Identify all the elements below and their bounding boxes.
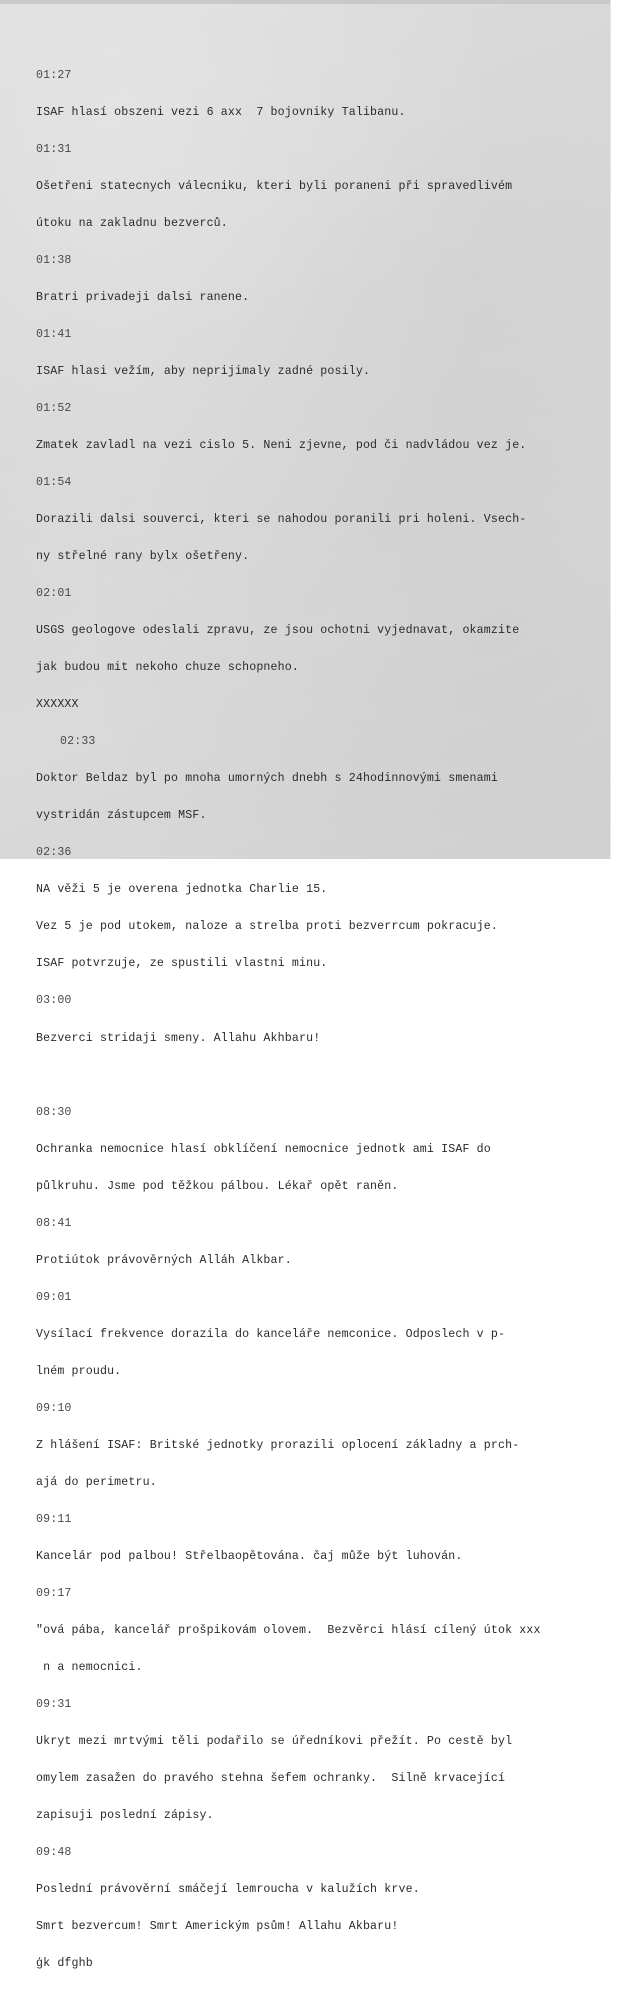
log-entry-line: půlkruhu. Jsme pod těžkou pálbou. Lékař opět raněn. bbox=[36, 1179, 399, 1193]
page-top-edge bbox=[0, 0, 610, 4]
log-entry-line: útoku na zakladnu bezverců. bbox=[36, 216, 228, 230]
log-entry-line: zapisuji poslední zápisy. bbox=[36, 1809, 214, 1823]
struck-out-text: XXXXXX bbox=[36, 698, 79, 712]
log-entry-line: Dorazili dalsi souverci, kteri se nahodou poranili pri holeni. Vsech- bbox=[36, 513, 527, 527]
log-entry-line: Bratri privadeji dalsi ranene. bbox=[36, 290, 250, 304]
log-timestamp: 02:01 bbox=[36, 587, 72, 601]
log-entry-line: ģk dfghb bbox=[36, 1957, 93, 1971]
blank-line bbox=[36, 1070, 606, 1082]
log-entry-line: ajá do perimetru. bbox=[36, 1475, 157, 1489]
log-timestamp: 02:33 bbox=[60, 735, 96, 749]
log-entry-line: ISAF hlasí obszeni vezi 6 axx 7 bojovniky Talibanu. bbox=[36, 105, 406, 119]
log-entry-line: Poslední právověrní smáčejí lemroucha v kalužích krve. bbox=[36, 1883, 420, 1897]
log-timestamp: 01:27 bbox=[36, 68, 72, 82]
log-timestamp: 01:54 bbox=[36, 476, 72, 490]
log-timestamp: 09:11 bbox=[36, 1512, 72, 1526]
log-entry-line: Vez 5 je pod utokem, naloze a strelba proti bezverrcum pokracuje. bbox=[36, 920, 498, 934]
log-entry-line: ny střelné rany bylx ošetřeny. bbox=[36, 550, 250, 564]
log-entry-line: Ukryt mezi mrtvými těli podařilo se úředníkovi přežít. Po cestě byl bbox=[36, 1735, 513, 1749]
log-entry-line: Doktor Beldaz byl po mnoha umorných dnebh s 24hodinnovými smenami bbox=[36, 772, 498, 786]
log-timestamp: 02:36 bbox=[36, 846, 72, 860]
log-entry-line: Smrt bezvercum! Smrt Americkým psům! Allahu Akbaru! bbox=[36, 1920, 399, 1934]
log-entry-line: Bezverci stridaji smeny. Allahu Akhbaru! bbox=[36, 1031, 321, 1045]
log-entry-line: "ová pába, kancelář prošpikovám olovem. Bezvěrci hlásí cílený útok xxx bbox=[36, 1624, 541, 1637]
log-entry-line: n a nemocnici. bbox=[36, 1661, 143, 1675]
log-entry-line: ISAF hlasi vežím, aby neprijimaly zadné posily. bbox=[36, 364, 371, 378]
log-entry-line: lném proudu. bbox=[36, 1364, 122, 1378]
log-entry-line: Kancelár pod palbou! Střelbaopětována. čaj může být luhován. bbox=[36, 1549, 463, 1563]
log-entry-line: vystridán zástupcem MSF. bbox=[36, 809, 207, 823]
log-timestamp: 01:41 bbox=[36, 327, 72, 341]
log-entry-line: Zmatek zavladl na vezi cislo 5. Neni zjevne, pod či nadvládou vez je. bbox=[36, 439, 527, 452]
log-timestamp: 09:01 bbox=[36, 1290, 72, 1304]
log-entry-line: Ošetřeni statecnych válecniku, kteri byli poraneni při spravedlivém bbox=[36, 179, 513, 193]
log-timestamp: 08:41 bbox=[36, 1216, 72, 1230]
log-entry-line: NA věži 5 je overena jednotka Charlie 15. bbox=[36, 883, 328, 897]
log-timestamp: 03:00 bbox=[36, 994, 72, 1008]
log-entry-line: USGS geologove odeslali zpravu, ze jsou ochotni vyjednavat, okamzite bbox=[36, 624, 520, 638]
log-timestamp: 08:30 bbox=[36, 1105, 72, 1119]
log-timestamp: 09:17 bbox=[36, 1586, 72, 1600]
log-timestamp: 01:31 bbox=[36, 142, 72, 156]
log-entry-line: jak budou mit nekoho chuze schopneho. bbox=[36, 661, 299, 675]
log-timestamp: 09:10 bbox=[36, 1401, 72, 1415]
log-entry-line: Protiútok právověrných Alláh Alkbar. bbox=[36, 1253, 292, 1267]
log-timestamp: 09:48 bbox=[36, 1846, 72, 1860]
log-entry-line: ISAF potvrzuje, ze spustili vlastni minu. bbox=[36, 957, 328, 971]
log-entry-line: Ochranka nemocnice hlasí obklíčení nemocnice jednotk ami ISAF do bbox=[36, 1142, 491, 1156]
log-timestamp: 01:38 bbox=[36, 253, 72, 267]
log-entry-line: Vysílací frekvence dorazila do kanceláře nemconice. Odposlech v p- bbox=[36, 1327, 506, 1341]
log-timestamp: 09:31 bbox=[36, 1698, 72, 1712]
log-entry-line: Z hlášení ISAF: Britské jednotky prorazili oplocení základny a prch- bbox=[36, 1438, 520, 1452]
log-timestamp: 01:52 bbox=[36, 401, 72, 415]
log-entry-line: omylem zasažen do pravého stehna šefem ochranky. Silně krvacející bbox=[36, 1772, 506, 1786]
log-text-block bbox=[36, 45, 606, 1995]
